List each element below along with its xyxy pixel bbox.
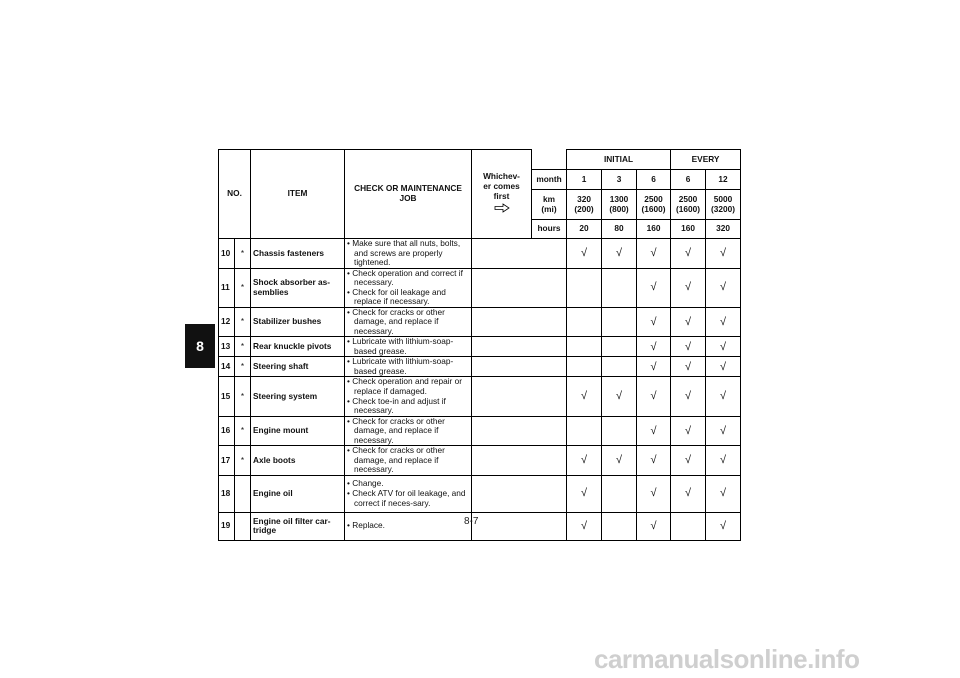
row-job <box>345 377 472 416</box>
table-row <box>219 446 741 476</box>
row-check-mark <box>567 268 602 307</box>
row-check-mark: √ <box>637 416 671 446</box>
row-dealer-mark: * <box>235 446 251 476</box>
table-row <box>219 475 741 512</box>
mi-value: (1600) <box>641 203 666 214</box>
row-check-mark <box>602 337 637 357</box>
header-month-cell: 6 <box>671 170 706 190</box>
row-whichever-blank <box>472 239 567 269</box>
row-check-mark: √ <box>706 446 741 476</box>
row-number: 18 <box>219 475 235 512</box>
header-month-cell: 6 <box>637 170 671 190</box>
header-month-cell: 12 <box>706 170 741 190</box>
row-job <box>345 239 472 269</box>
header-whichever-line3: first <box>493 190 510 201</box>
row-item: Steering system <box>251 377 345 416</box>
row-check-mark: √ <box>706 239 741 269</box>
watermark: carmanualsonline.info <box>594 644 860 674</box>
job-line: • Lubricate with lithium-soap-based grease. <box>347 356 454 376</box>
header-km-label-line1: km <box>543 193 556 204</box>
row-dealer-mark: * <box>235 377 251 416</box>
job-line: • Check operation and repair or replace if damaged. <box>347 376 462 396</box>
table-row <box>219 307 741 337</box>
arrow-right-icon <box>494 203 510 213</box>
row-number: 12 <box>219 307 235 337</box>
km-value: 320 <box>577 193 591 204</box>
header-blank <box>532 150 567 170</box>
row-number: 17 <box>219 446 235 476</box>
header-job-line1: CHECK OR MAINTENANCE <box>354 183 462 194</box>
row-check-mark: √ <box>671 475 706 512</box>
row-check-mark <box>602 268 637 307</box>
row-check-mark: √ <box>706 357 741 377</box>
row-check-mark: √ <box>637 337 671 357</box>
row-job <box>345 512 472 540</box>
header-km-label-line2: (mi) <box>541 203 557 214</box>
row-check-mark: √ <box>637 512 671 540</box>
header-month-cell: 1 <box>567 170 602 190</box>
row-dealer-mark <box>235 512 251 540</box>
job-line: • Check for cracks or other damage, and replace if necessary. <box>347 415 445 445</box>
row-number: 11 <box>219 268 235 307</box>
row-check-mark: √ <box>567 446 602 476</box>
header-km-label <box>532 190 567 220</box>
row-whichever-blank <box>472 446 567 476</box>
table-header <box>219 150 741 239</box>
job-line: • Check toe-in and adjust if necessary. <box>347 395 446 416</box>
row-dealer-mark: * <box>235 268 251 307</box>
row-dealer-mark <box>235 475 251 512</box>
row-whichever-blank <box>472 307 567 337</box>
row-whichever-blank <box>472 268 567 307</box>
row-item: Axle boots <box>251 446 345 476</box>
row-number: 15 <box>219 377 235 416</box>
row-whichever-blank <box>472 357 567 377</box>
row-dealer-mark: * <box>235 307 251 337</box>
row-item: Engine oil <box>251 475 345 512</box>
row-number: 10 <box>219 239 235 269</box>
row-check-mark: √ <box>671 416 706 446</box>
row-item: Shock absorber as-semblies <box>251 268 345 307</box>
row-check-mark <box>567 416 602 446</box>
header-hours-cell: 80 <box>602 220 637 239</box>
row-check-mark: √ <box>567 475 602 512</box>
table-row <box>219 416 741 446</box>
row-dealer-mark: * <box>235 416 251 446</box>
row-number: 16 <box>219 416 235 446</box>
row-check-mark <box>602 307 637 337</box>
mi-value: (800) <box>609 203 629 214</box>
header-month-cell: 3 <box>602 170 637 190</box>
row-check-mark: √ <box>671 307 706 337</box>
header-hours-cell: 160 <box>637 220 671 239</box>
row-whichever-blank <box>472 512 567 540</box>
row-job <box>345 475 472 512</box>
row-check-mark <box>602 357 637 377</box>
header-hours-cell: 320 <box>706 220 741 239</box>
table-row <box>219 239 741 269</box>
row-check-mark: √ <box>637 307 671 337</box>
row-item: Engine oil filter car-tridge <box>251 512 345 540</box>
row-check-mark: √ <box>706 416 741 446</box>
row-check-mark <box>567 307 602 337</box>
km-value: 2500 <box>644 193 663 204</box>
job-line: • Check operation and correct if necessary. <box>347 267 463 288</box>
header-job-line2: JOB <box>399 193 417 203</box>
row-check-mark: √ <box>706 512 741 540</box>
row-job <box>345 446 472 476</box>
row-check-mark: √ <box>671 239 706 269</box>
page-number: 8-7 <box>464 516 479 527</box>
row-check-mark <box>567 337 602 357</box>
row-item: Engine mount <box>251 416 345 446</box>
header-no: NO. <box>219 150 251 239</box>
row-check-mark: √ <box>567 377 602 416</box>
table-row <box>219 337 741 357</box>
row-check-mark <box>602 512 637 540</box>
row-check-mark: √ <box>637 357 671 377</box>
maintenance-table <box>218 149 741 541</box>
row-check-mark: √ <box>671 337 706 357</box>
job-line: • Check ATV for oil leakage, and correct if neces-sary. <box>347 487 466 508</box>
row-item: Stabilizer bushes <box>251 307 345 337</box>
km-value: 1300 <box>609 193 629 204</box>
row-whichever-blank <box>472 377 567 416</box>
row-check-mark: √ <box>637 475 671 512</box>
job-line: • Check for oil leakage and replace if necessary. <box>347 286 446 307</box>
row-item: Rear knuckle pivots <box>251 337 345 357</box>
mi-value: (200) <box>574 203 594 214</box>
header-km-cell <box>671 190 706 220</box>
row-job <box>345 357 472 377</box>
row-job <box>345 268 472 307</box>
row-check-mark: √ <box>671 446 706 476</box>
row-item: Chassis fasteners <box>251 239 345 269</box>
job-line: • Make sure that all nuts, bolts, and screws are properly tightened. <box>347 238 461 268</box>
row-job <box>345 337 472 357</box>
header-km-cell <box>637 190 671 220</box>
row-job <box>345 307 472 337</box>
row-check-mark <box>671 512 706 540</box>
header-km-cell <box>602 190 637 220</box>
row-check-mark: √ <box>706 268 741 307</box>
row-check-mark: √ <box>706 307 741 337</box>
header-km-cell <box>567 190 602 220</box>
row-whichever-blank <box>472 475 567 512</box>
row-number: 14 <box>219 357 235 377</box>
row-check-mark: √ <box>602 377 637 416</box>
row-check-mark: √ <box>671 377 706 416</box>
table-row <box>219 377 741 416</box>
row-check-mark: √ <box>706 337 741 357</box>
km-value: 5000 <box>713 193 733 204</box>
header-initial: INITIAL <box>567 150 671 170</box>
row-check-mark: √ <box>706 377 741 416</box>
row-job <box>345 416 472 446</box>
row-check-mark <box>602 475 637 512</box>
job-line: • Lubricate with lithium-soap-based grease. <box>347 336 454 356</box>
row-whichever-blank <box>472 416 567 446</box>
header-month-label: month <box>532 170 567 190</box>
section-tab: 8 <box>185 324 215 368</box>
header-hours-cell: 20 <box>567 220 602 239</box>
table-row <box>219 512 741 540</box>
row-check-mark: √ <box>706 475 741 512</box>
header-km-cell <box>706 190 741 220</box>
job-line: • Replace. <box>347 520 385 531</box>
row-dealer-mark: * <box>235 357 251 377</box>
row-check-mark: √ <box>637 446 671 476</box>
row-dealer-mark: * <box>235 337 251 357</box>
header-whichever <box>472 150 532 239</box>
table-body <box>219 239 741 541</box>
row-check-mark: √ <box>671 268 706 307</box>
row-check-mark: √ <box>602 446 637 476</box>
row-check-mark: √ <box>602 239 637 269</box>
job-line: • Change. <box>347 478 384 489</box>
row-number: 13 <box>219 337 235 357</box>
mi-value: (1600) <box>676 203 701 214</box>
row-number: 19 <box>219 512 235 540</box>
row-check-mark: √ <box>637 377 671 416</box>
header-every: EVERY <box>671 150 741 170</box>
row-check-mark <box>602 416 637 446</box>
row-item: Steering shaft <box>251 357 345 377</box>
header-hours-cell: 160 <box>671 220 706 239</box>
job-line: • Check for cracks or other damage, and replace if necessary. <box>347 306 445 336</box>
row-dealer-mark: * <box>235 239 251 269</box>
row-whichever-blank <box>472 337 567 357</box>
row-check-mark: √ <box>637 268 671 307</box>
header-job <box>345 150 472 239</box>
job-line: • Check for cracks or other damage, and replace if necessary. <box>347 445 445 475</box>
row-check-mark: √ <box>567 239 602 269</box>
row-check-mark: √ <box>637 239 671 269</box>
header-whichever-line2: er comes <box>483 180 520 191</box>
km-value: 2500 <box>678 193 698 204</box>
table-row <box>219 357 741 377</box>
row-check-mark: √ <box>671 357 706 377</box>
mi-value: (3200) <box>711 203 736 214</box>
header-item: ITEM <box>251 150 345 239</box>
header-hours-label: hours <box>532 220 567 239</box>
row-check-mark <box>567 357 602 377</box>
row-check-mark: √ <box>567 512 602 540</box>
table-row <box>219 268 741 307</box>
header-whichever-line1: Whichev- <box>483 171 520 182</box>
